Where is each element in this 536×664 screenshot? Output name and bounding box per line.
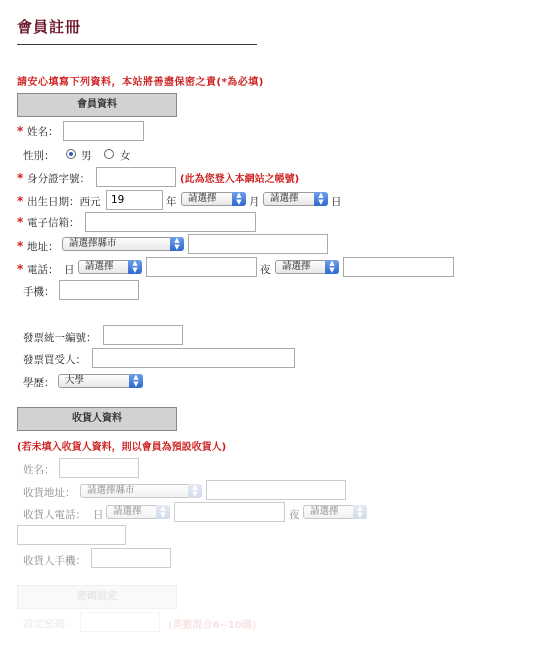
recipient-phone-label: 收貨人電話： bbox=[23, 509, 86, 521]
chevron-updown-icon: ▲ ▼ bbox=[325, 260, 339, 274]
required-marker: * bbox=[17, 215, 24, 229]
required-marker: * bbox=[17, 194, 24, 208]
birthday-label: 出生日期：西元 bbox=[27, 196, 101, 208]
recipient-hint: (若未填入收貨人資料，則以會員為預設收貨人) bbox=[17, 442, 227, 453]
invoice-buyer-input[interactable] bbox=[92, 348, 295, 368]
birth-day-select[interactable]: 請選擇 ▲ ▼ bbox=[263, 192, 328, 206]
mobile-input[interactable] bbox=[59, 280, 139, 300]
phone-label: 電話： bbox=[27, 264, 59, 276]
recipient-mobile-label: 收貨人手機： bbox=[23, 555, 86, 567]
recipient-mobile-input[interactable] bbox=[91, 548, 171, 568]
gender-label: 性別： bbox=[23, 150, 55, 162]
phone-night-label: 夜 bbox=[260, 264, 271, 276]
phone-night-area-select[interactable]: 請選擇 ▲ ▼ bbox=[275, 260, 339, 274]
month-label: 月 bbox=[249, 196, 260, 208]
page-title: 會員註冊 bbox=[17, 18, 82, 36]
required-marker: * bbox=[17, 124, 24, 138]
chevron-updown-icon: ▲ ▼ bbox=[314, 192, 328, 206]
phone-day-label: 日 bbox=[64, 264, 75, 276]
mobile-label: 手機： bbox=[23, 286, 55, 298]
birth-year-input[interactable]: 19 bbox=[106, 190, 163, 210]
education-select[interactable]: 大學 ▲ ▼ bbox=[58, 374, 143, 388]
day-label: 日 bbox=[331, 196, 342, 208]
recipient-phone-day-input[interactable] bbox=[174, 502, 285, 522]
gender-male-radio[interactable] bbox=[66, 149, 76, 159]
recipient-name-input[interactable] bbox=[59, 458, 139, 478]
member-info-heading: 會員資料 bbox=[17, 93, 177, 117]
chevron-updown-icon: ▲ ▼ bbox=[232, 192, 246, 206]
birth-month-select[interactable]: 請選擇 ▲ ▼ bbox=[181, 192, 246, 206]
chevron-updown-icon: ▲ ▼ bbox=[128, 260, 142, 274]
required-marker: * bbox=[17, 262, 24, 276]
gender-female-label: 女 bbox=[120, 150, 131, 162]
recipient-city-select[interactable]: 請選擇縣市 ▲ ▼ bbox=[80, 484, 202, 498]
invoice-buyer-label: 發票買受人： bbox=[23, 354, 86, 366]
gender-male-label: 男 bbox=[81, 150, 92, 162]
chevron-updown-icon: ▲ ▼ bbox=[353, 505, 367, 519]
password-input[interactable] bbox=[80, 612, 160, 632]
recipient-phone-night-area-select[interactable]: 請選擇 ▲ ▼ bbox=[303, 505, 367, 519]
name-input[interactable] bbox=[63, 121, 144, 141]
recipient-phone-day-area-select[interactable]: 請選擇 ▲ ▼ bbox=[106, 505, 170, 519]
address-label: 地址： bbox=[27, 241, 59, 253]
address-city-select[interactable]: 請選擇縣市 ▲ ▼ bbox=[62, 237, 184, 251]
password-label: 設定密碼： bbox=[23, 618, 76, 630]
chevron-updown-icon: ▲ ▼ bbox=[170, 237, 184, 251]
phone-day-area-select[interactable]: 請選擇 ▲ ▼ bbox=[78, 260, 142, 274]
education-label: 學歷： bbox=[23, 377, 55, 389]
recipient-address-label: 收貨地址： bbox=[23, 487, 76, 499]
chevron-updown-icon: ▲ ▼ bbox=[156, 505, 170, 519]
id-label: 身分證字號： bbox=[27, 173, 90, 185]
phone-day-input[interactable] bbox=[146, 257, 257, 277]
recipient-phone-night-label: 夜 bbox=[289, 509, 300, 521]
id-hint: (此為您登入本網站之帳號) bbox=[180, 174, 300, 185]
required-marker: * bbox=[17, 171, 24, 185]
recipient-name-label: 姓名： bbox=[23, 464, 55, 476]
email-label: 電子信箱： bbox=[27, 217, 80, 229]
recipient-info-heading: 收貨人資料 bbox=[17, 407, 177, 431]
password-hint: (英數混合6~10碼) bbox=[168, 620, 257, 631]
required-marker: * bbox=[17, 239, 24, 253]
id-number-input[interactable] bbox=[96, 167, 176, 187]
address-input[interactable] bbox=[188, 234, 328, 254]
password-settings-heading: 密碼設定 bbox=[17, 585, 177, 609]
recipient-phone-day-label: 日 bbox=[93, 509, 104, 521]
recipient-address-input[interactable] bbox=[206, 480, 346, 500]
gender-female-radio[interactable] bbox=[104, 149, 114, 159]
name-label: 姓名： bbox=[27, 126, 59, 138]
invoice-number-input[interactable] bbox=[103, 325, 183, 345]
required-notice: 請安心填寫下列資料，本站將善盡保密之責(*為必填) bbox=[17, 77, 264, 88]
recipient-phone-night-input[interactable] bbox=[17, 525, 126, 545]
email-input[interactable] bbox=[85, 212, 256, 232]
year-label: 年 bbox=[166, 196, 177, 208]
phone-night-input[interactable] bbox=[343, 257, 454, 277]
chevron-updown-icon: ▲ ▼ bbox=[188, 484, 202, 498]
invoice-number-label: 發票統一編號： bbox=[23, 332, 97, 344]
chevron-updown-icon: ▲ ▼ bbox=[129, 374, 143, 388]
title-divider bbox=[17, 44, 257, 45]
